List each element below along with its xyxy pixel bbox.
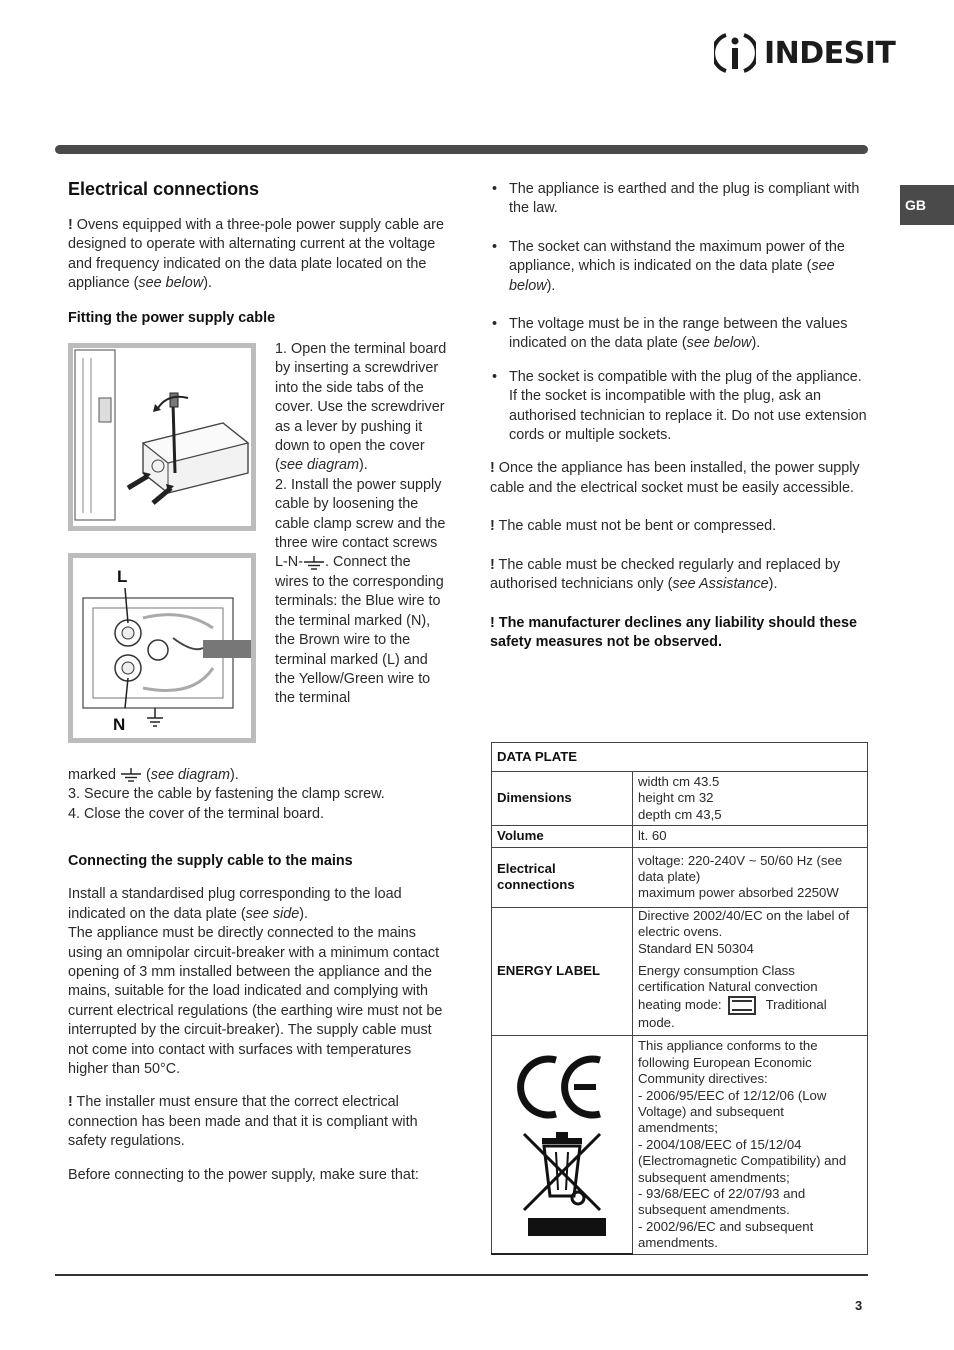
intro-text: Ovens equipped with a three-pole power supply cable are designed to operate with alternating current at the voltage and frequency indicated on the data plate located on the appliance ( bbox=[68, 217, 444, 292]
installer-note bbox=[68, 1093, 448, 1151]
conformity-text bbox=[633, 1036, 868, 1254]
footer-rule bbox=[55, 1274, 868, 1276]
wiring-diagram bbox=[68, 553, 256, 743]
check-item-socket: • The socket is compatible with the plug of the appliance. If the socket is incompatible with the plug, ask an authorised technician to replace it. Do not use extension cords or multiple sockets. bbox=[490, 368, 868, 446]
step-2-text-a: 2. Install the power supply cable by loosening the cable clamp screw and the three wire contact screws L-N- bbox=[275, 476, 446, 571]
check-item-voltage bbox=[490, 315, 868, 354]
volume-row bbox=[492, 826, 868, 847]
installer-text: The installer must ensure that the correct electrical connection has been made and that it is compliant with safety regulations. bbox=[68, 1094, 418, 1150]
data-plate-header-row bbox=[492, 743, 868, 772]
step-1 bbox=[275, 340, 447, 476]
step-2-text-b: . Connect the wires to the corresponding terminals: the Blue wire to the terminal marked (N), the Brown wire to the terminal marked (L) and the Yellow/Green wire to the terminal bbox=[275, 554, 444, 707]
dimensions-values bbox=[633, 772, 868, 826]
directive-93-68: - 93/68/EEC of 22/07/93 and subsequent amendments. bbox=[638, 1185, 806, 1218]
mains-text-b: ). bbox=[299, 905, 309, 922]
indesit-logo bbox=[714, 30, 895, 76]
check-power-text: The socket can withstand the maximum power of the appliance, which is indicated on the data plate ( bbox=[509, 238, 845, 275]
wiring-illustration bbox=[73, 558, 251, 738]
check-voltage-end: ). bbox=[751, 335, 761, 352]
data-plate-table bbox=[491, 742, 868, 1255]
directive-emc: - 2004/108/EEC of 15/12/04 (Electromagnetic Compatibility) and subsequent amendments; bbox=[638, 1136, 847, 1185]
check-power-ref: see below bbox=[509, 258, 835, 294]
volume-value: lt. 60 bbox=[633, 826, 868, 847]
bent-note bbox=[490, 517, 868, 536]
electrical-row bbox=[492, 847, 868, 907]
consumption-text-b: Traditional mode. bbox=[638, 996, 827, 1030]
bent-text: The cable must not be bent or compressed. bbox=[494, 518, 777, 535]
intro-end: ). bbox=[203, 275, 213, 292]
volume-label: Volume bbox=[492, 826, 633, 847]
check-end: ). bbox=[768, 576, 778, 593]
section-title: Electrical connections bbox=[68, 179, 260, 199]
terminal-board-illustration bbox=[73, 348, 251, 526]
warning-mark: ! bbox=[490, 460, 495, 477]
electrical-values bbox=[633, 847, 868, 907]
marked-line bbox=[68, 766, 448, 785]
mains-paragraph-1 bbox=[68, 885, 448, 924]
check-voltage-text: The voltage must be in the range between the values indicated on the data plate ( bbox=[509, 316, 848, 352]
label-N: N bbox=[113, 715, 126, 734]
check-note bbox=[490, 556, 868, 595]
marked-end: ). bbox=[230, 767, 239, 783]
step-1-end: ). bbox=[359, 457, 368, 474]
marked-text: marked bbox=[68, 767, 116, 783]
standard-text: Standard EN 50304 bbox=[638, 940, 754, 956]
width-value: width cm 43.5 bbox=[638, 774, 720, 789]
warning-mark: ! bbox=[490, 518, 495, 535]
before-connecting: Before connecting to the power supply, make sure that: bbox=[68, 1166, 419, 1183]
mains-paragraph-2: The appliance must be directly connected to the mains using an omnipolar circuit-breaker with a minimum contact opening of 3 mm installed between the appliance and the mains, suitable for the load indicated and complying with current electrical regulations (the earthing wire must not be interrupted by the circuit-breaker). The supply cable must not come into contact with surfaces with temperatures higher than 50°C. bbox=[68, 925, 443, 1078]
marked-ref: see diagram bbox=[150, 767, 230, 783]
accessible-note bbox=[490, 459, 868, 498]
check-item-power bbox=[490, 238, 868, 296]
marked-open: ( bbox=[142, 767, 151, 783]
depth-value: depth cm 43,5 bbox=[638, 806, 722, 822]
dimensions-row bbox=[492, 772, 868, 826]
check-item-earthed: • The appliance is earthed and the plug is compliant with the law. bbox=[490, 180, 868, 219]
header-rule bbox=[55, 145, 868, 154]
terminal-board-diagram bbox=[68, 343, 256, 531]
ce-mark-icon bbox=[521, 1059, 600, 1115]
indesit-logo-mark bbox=[714, 30, 756, 76]
intro-ref: see below bbox=[138, 275, 204, 292]
mains-ref: see side bbox=[245, 905, 300, 922]
step-1-text: 1. Open the terminal board by inserting a screwdriver into the side tabs of the cover. Use the screwdriver as a lever by pushing it down to open the cover ( bbox=[275, 341, 447, 474]
energy-label: ENERGY LABEL bbox=[492, 907, 633, 1035]
directive-weee: - 2002/96/EC and subsequent amendments. bbox=[638, 1218, 814, 1251]
check-power-end: ). bbox=[546, 277, 556, 294]
warning-mark: ! bbox=[490, 556, 495, 573]
earth-symbol-icon bbox=[120, 768, 142, 782]
steps-continued bbox=[68, 766, 448, 824]
energy-values bbox=[633, 907, 868, 1035]
data-plate-title: DATA PLATE bbox=[492, 743, 868, 772]
brand-name: INDESIT bbox=[764, 35, 896, 71]
step-1-ref: see diagram bbox=[279, 457, 359, 474]
step-3: 3. Secure the cable by fastening the clamp screw. bbox=[68, 786, 385, 803]
conformity-row bbox=[492, 1036, 868, 1254]
consumption-text bbox=[638, 963, 862, 1031]
mains-section bbox=[68, 852, 448, 1185]
consumption-text-a: Energy consumption Class certification Natural convection heating mode: bbox=[638, 963, 818, 1012]
ce-weee-marks bbox=[512, 1048, 612, 1238]
height-value: height cm 32 bbox=[638, 790, 714, 806]
conformity-intro: This appliance conforms to the following European Economic Community directives: bbox=[638, 1038, 818, 1087]
warning-mark: ! bbox=[68, 217, 73, 233]
oven-heating-icon bbox=[728, 996, 756, 1015]
fitting-heading: Fitting the power supply cable bbox=[68, 309, 276, 326]
left-column-intro bbox=[68, 176, 448, 338]
page-number: 3 bbox=[855, 1298, 863, 1313]
weee-bin-icon bbox=[524, 1132, 606, 1236]
voltage-value: voltage: 220-240V ~ 50/60 Hz (see data plate) bbox=[638, 852, 843, 885]
intro-paragraph bbox=[68, 216, 448, 294]
mains-heading: Connecting the supply cable to the mains bbox=[68, 853, 353, 869]
mains-text-a: Install a standardised plug corresponding to the load indicated on the data plate ( bbox=[68, 886, 402, 922]
liability-warning: ! The manufacturer declines any liability should these safety measures not be observed. bbox=[490, 614, 858, 650]
checklist bbox=[490, 180, 868, 445]
step-4: 4. Close the cover of the terminal board. bbox=[68, 805, 324, 822]
check-voltage-ref: see below bbox=[686, 335, 752, 352]
directive-text: Directive 2002/40/EC on the label of electric ovens. bbox=[638, 907, 850, 940]
check-text: The cable must be checked regularly and replaced by authorised technicians only ( bbox=[490, 556, 841, 593]
dimensions-label: Dimensions bbox=[492, 772, 633, 826]
electrical-label: Electrical connections bbox=[492, 847, 633, 907]
steps-text bbox=[275, 340, 447, 709]
assistance-ref: see Assistance bbox=[672, 576, 769, 593]
power-value: maximum power absorbed 2250W bbox=[638, 885, 839, 901]
language-tab: GB bbox=[900, 185, 954, 225]
earth-symbol-icon bbox=[303, 556, 325, 570]
step-2 bbox=[275, 476, 447, 709]
accessible-text: Once the appliance has been installed, the power supply cable and the electrical socket must be easily accessible. bbox=[490, 460, 860, 496]
directive-low-voltage: - 2006/95/EEC of 12/12/06 (Low Voltage) and subsequent amendments; bbox=[638, 1087, 827, 1136]
warning-mark: ! bbox=[68, 1094, 73, 1111]
right-column bbox=[490, 180, 868, 652]
energy-label-row bbox=[492, 907, 868, 1035]
conformity-symbols bbox=[492, 1036, 633, 1254]
label-L: L bbox=[117, 567, 128, 586]
